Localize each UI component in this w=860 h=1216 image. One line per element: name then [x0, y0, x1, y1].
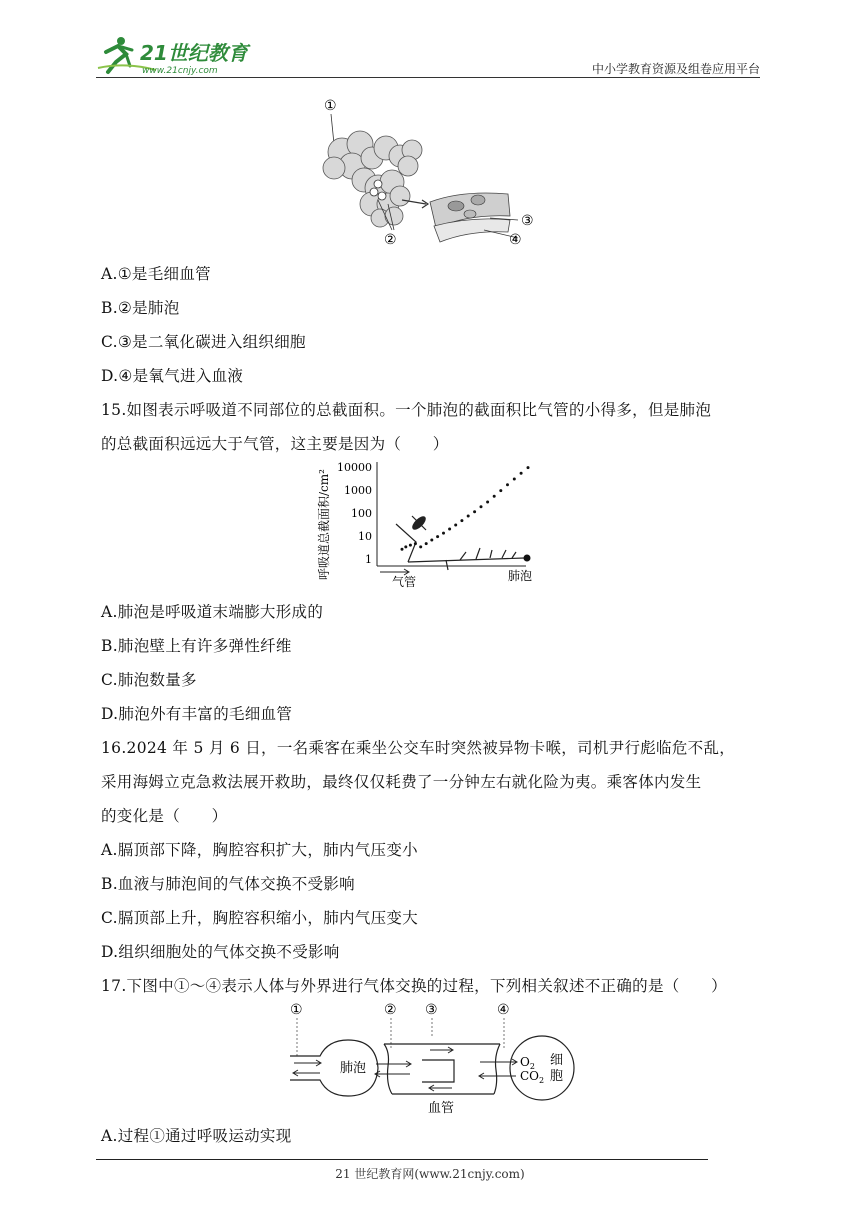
chart-data-point	[480, 505, 483, 508]
q16-stem-line2: 采用海姆立克急救法展开救助，最终仅仅耗费了一分钟左右就化险为夷。乘客体内发生	[101, 773, 702, 791]
q17-stem-line1: 17.下图中①～④表示人体与外界进行气体交换的过程，下列相关叙述不正确的是（ ）	[101, 977, 727, 995]
logo-text: 21世纪教育	[140, 41, 248, 65]
q17-option-a: A.过程①通过呼吸运动实现	[101, 1127, 292, 1145]
blood-vessel-drawing	[384, 1044, 500, 1094]
chart-data-point	[467, 515, 470, 518]
vessel-label: 血管	[428, 1101, 455, 1116]
y-tick-label: 10	[358, 530, 372, 543]
chart-data-point	[513, 478, 516, 481]
chart-data-point	[506, 483, 509, 486]
capillary-drawing	[430, 193, 510, 242]
gas-flow-arrows	[293, 1047, 517, 1091]
q14-option-b: B.②是肺泡	[101, 299, 180, 317]
chart-data-point	[520, 472, 523, 475]
chart-data-point	[430, 539, 433, 542]
q15-stem-line1: 15.如图表示呼吸道不同部位的总截面积。一个肺泡的截面积比气管的小得多，但是肺泡	[101, 401, 712, 419]
figure-label-1: ①	[290, 1002, 303, 1018]
chart-data-point	[460, 519, 463, 522]
footer-text: 21 世纪教育网(www.21cnjy.com)	[335, 1167, 525, 1181]
q16-stem-line3: 的变化是（ ）	[101, 807, 228, 825]
q15-option-a: A.肺泡是呼吸道末端膨大形成的	[101, 603, 324, 621]
chart-data-point	[409, 544, 412, 547]
alveoli-figure	[312, 92, 542, 262]
q16-stem-line1: 16.2024 年 5 月 6 日，一名乘客在乘坐公交车时突然被异物卡喉，司机尹行彪临危不乱，	[101, 739, 736, 757]
o2-label: $O_2$	[520, 1055, 535, 1071]
x-label-trachea: 气管	[392, 575, 417, 589]
y-tick-label: 1	[365, 553, 372, 566]
chart-y-axis-label: 呼吸道总截面积/cm²	[317, 469, 331, 580]
chart-data-point	[448, 528, 451, 531]
chart-data-point	[486, 501, 489, 504]
header-divider	[96, 77, 760, 78]
chart-data-points	[401, 466, 530, 551]
y-tick-label: 1000	[344, 484, 372, 497]
figure-label-4: ④	[497, 1002, 510, 1018]
q15-stem-line2: 的总截面积远远大于气管，这主要是因为（ ）	[101, 435, 449, 453]
chart-data-point	[442, 532, 445, 535]
chart-data-point	[425, 542, 428, 545]
figure-label-2: ②	[384, 1002, 397, 1018]
q14-option-d: D.④是氧气进入血液	[101, 367, 244, 385]
footer-divider	[96, 1159, 708, 1160]
figure-label-3: ③	[521, 213, 534, 229]
q16-option-d: D.组织细胞处的气体交换不受影响	[101, 943, 340, 961]
airway-area-chart	[316, 458, 548, 590]
chart-data-point	[436, 535, 439, 538]
y-tick-label: 10000	[337, 461, 372, 474]
y-tick-label: 100	[351, 507, 372, 520]
chart-data-point	[473, 510, 476, 513]
figure-label-2: ②	[384, 232, 397, 248]
chart-data-point	[493, 495, 496, 498]
chart-data-point	[454, 524, 457, 527]
alveoli-cluster-drawing	[323, 131, 422, 227]
site-logo	[96, 32, 266, 78]
chart-data-point	[401, 548, 404, 551]
q16-option-b: B.血液与肺泡间的气体交换不受影响	[101, 875, 355, 893]
chart-data-point	[499, 489, 502, 492]
figure-label-1: ①	[324, 98, 337, 114]
q14-option-c: C.③是二氧化碳进入组织细胞	[101, 333, 306, 351]
co2-label: $CO_2$	[520, 1069, 545, 1085]
gas-exchange-figure	[280, 1000, 592, 1118]
q15-option-d: D.肺泡外有丰富的毛细血管	[101, 705, 293, 723]
q15-option-b: B.肺泡壁上有许多弹性纤维	[101, 637, 292, 655]
alveolus-label: 肺泡	[340, 1061, 367, 1076]
q16-option-c: C.膈顶部上升，胸腔容积缩小，肺内气压变大	[101, 909, 419, 927]
logo-url: www.21cnjy.com	[142, 66, 218, 76]
chart-data-point	[527, 466, 530, 469]
cell-label-bottom: 胞	[550, 1069, 564, 1084]
page-header	[96, 32, 760, 78]
cell-label-top: 细	[550, 1053, 564, 1068]
q16-option-a: A.膈顶部下降，胸腔容积扩大，肺内气压变小	[101, 841, 418, 859]
figure-label-4: ④	[509, 232, 522, 248]
q15-option-c: C.肺泡数量多	[101, 671, 197, 689]
x-label-alveolus: 肺泡	[508, 569, 533, 583]
chart-data-point	[414, 542, 417, 545]
figure-label-3: ③	[425, 1002, 438, 1018]
chart-data-point	[419, 545, 422, 548]
chart-data-point	[404, 545, 407, 548]
header-platform-text: 中小学教育资源及组卷应用平台	[591, 62, 760, 76]
q14-option-a: A.①是毛细血管	[101, 265, 211, 283]
